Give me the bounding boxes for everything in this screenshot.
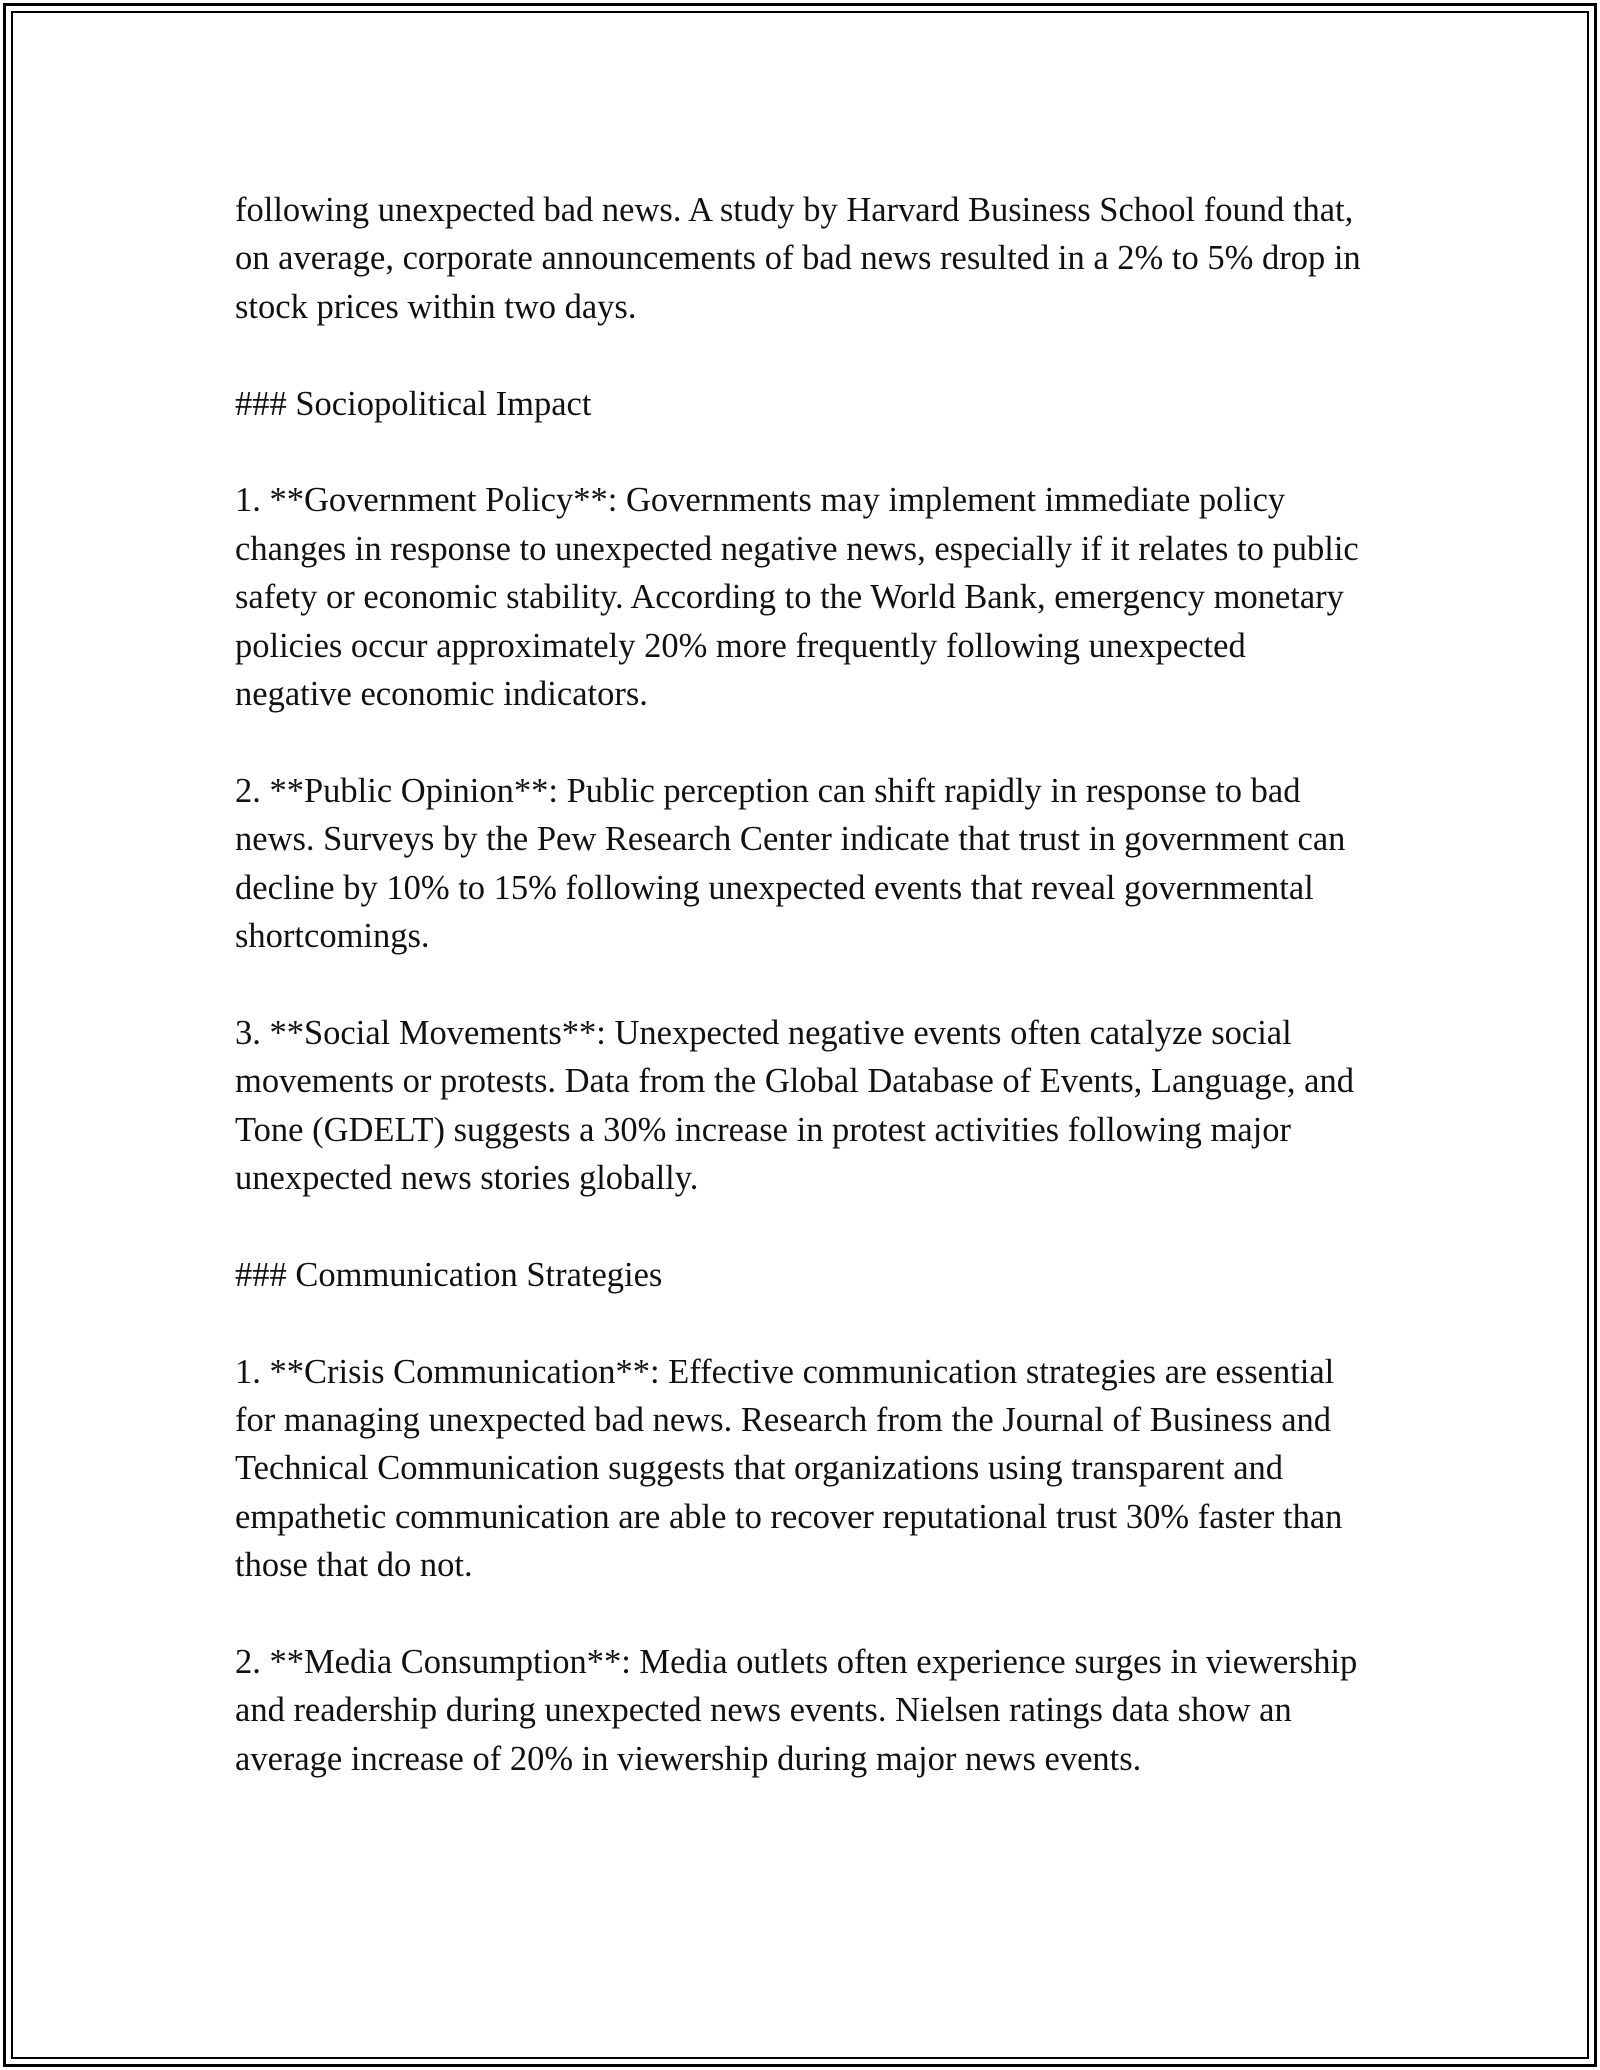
list-item-crisis-communication: 1. **Crisis Communication**: Effective communication strategies are essential for managing unexpected bad news. Research from the Journal of Business and Technical Communication suggests that organizations using transparent and empathetic communication are able to recover reputational trust 30% faster than those that do not. [235,1352,1343,1585]
list-item-media-consumption: 2. **Media Consumption**: Media outlets often experience surges in viewership and readership during unexpected news events. Nielsen ratings data show an average increase of 20% in viewership during major news events. [235,1643,1358,1778]
list-item-public-opinion: 2. **Public Opinion**: Public perception can shift rapidly in response to bad news. Surveys by the Pew Research Center indicate that trust in government can decline by 10% to 15% following unexpected events that reveal governmental shortcomings. [235,771,1346,956]
heading-sociopolitical-impact: ### Sociopolitical Impact [235,384,592,423]
document-body [235,186,1365,1783]
list-item-government-policy: 1. **Government Policy**: Governments may implement immediate policy changes in response to unexpected negative news, especially if it relates to public safety or economic stability. According to the World Bank, emergency monetary policies occur approximately 20% more frequently following unexpected negative economic indicators. [235,481,1359,714]
list-item-social-movements: 3. **Social Movements**: Unexpected negative events often catalyze social movements or protests. Data from the Global Database of Events, Language, and Tone (GDELT) suggests a 30% increase in protest activities following major unexpected news stories globally. [235,1013,1354,1198]
heading-communication-strategies: ### Communication Strategies [235,1255,663,1294]
paragraph-continuation: following unexpected bad news. A study by Harvard Business School found that, on average, corporate announcements of bad news resulted in a 2% to 5% drop in stock prices within two days. [235,191,1361,326]
